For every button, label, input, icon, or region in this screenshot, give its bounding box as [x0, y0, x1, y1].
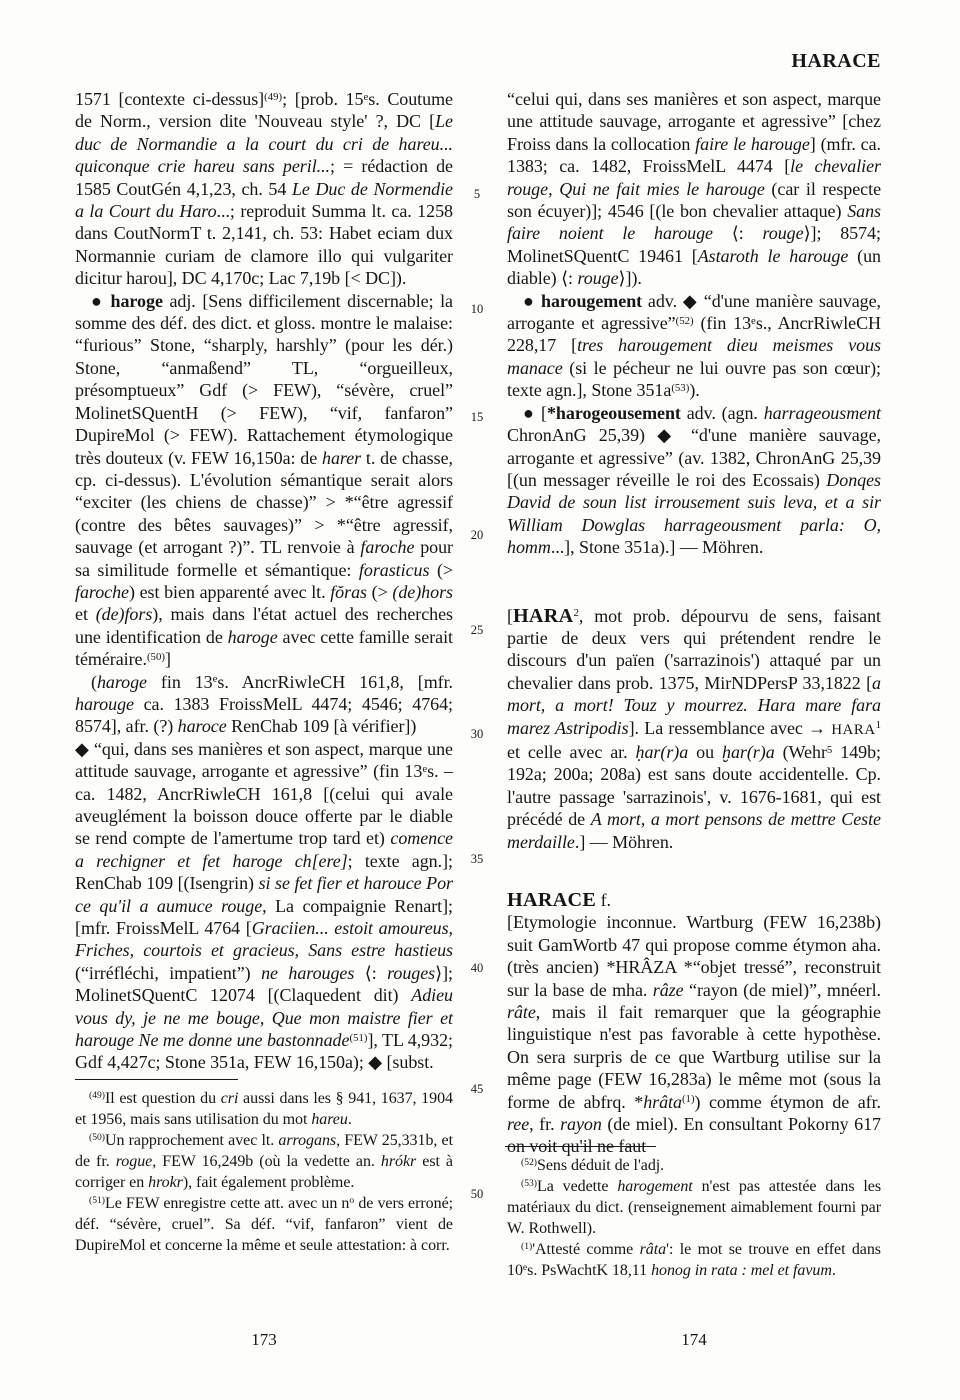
subentry-harogeousement: [507, 402, 881, 559]
text-segment: , fr.: [529, 1114, 561, 1135]
footnote-49: [75, 1088, 453, 1130]
text-segment: HARACE: [507, 889, 597, 911]
text-segment: (“irréfléchi, impatient”): [75, 962, 262, 983]
text-segment: haroce: [177, 716, 227, 737]
text-segment: hrâta: [643, 1091, 682, 1112]
text-segment: haroge: [110, 290, 163, 311]
entry-hara2: [507, 605, 881, 853]
superscript-reference: e: [422, 762, 428, 775]
superscript-reference: (1): [521, 1241, 533, 1253]
text-segment: ), fait également problème.: [182, 1174, 355, 1191]
superscript-reference: e: [363, 90, 369, 103]
gutter-line-number: 20: [470, 528, 484, 542]
text-segment: cri: [220, 1090, 239, 1107]
footnote-50: [75, 1130, 453, 1193]
superscript-reference: (52): [521, 1157, 537, 1169]
gutter-line-number: 30: [470, 727, 484, 741]
text-segment: ⟨:: [354, 962, 388, 983]
text-segment: ⟩]; 8574; MolinetSQuentC 19461 [: [507, 223, 881, 266]
text-segment: faroche: [75, 581, 129, 602]
text-segment: pour sa similitude formelle et sémantique:: [75, 537, 453, 580]
text-segment: ...; reproduit Summa lt. ca. 1258 dans CoutNormT t. 2,141, ch. 53: Habet eciam dux Normannie curiam de clamore illo qui vulgariter dicitur harou], DC 4,170c; Lac 7,19b [< DC]).: [75, 201, 453, 289]
text-segment: Le Duc de Normendie a la Court du Haro: [75, 178, 453, 222]
text-segment: faroche: [360, 537, 415, 558]
subentry-harouge-definition-continuation: [507, 88, 881, 290]
text-segment: râte: [507, 1002, 536, 1023]
text-segment: ca. 1383 FroissMelL 4474; 4546; 4764; 8574], afr. (?): [75, 693, 453, 737]
superscript-reference: (50): [146, 650, 165, 663]
entry-harace-etymology: [507, 911, 881, 1157]
text-segment: ...], Stone 351a).] — Möhren.: [550, 537, 764, 558]
text-segment: ●: [523, 290, 541, 311]
text-segment: rouges: [387, 962, 436, 983]
text-segment: ḫar(r)a: [722, 741, 775, 762]
text-segment: RenChab 109 [à vérifier]): [226, 716, 417, 737]
text-segment: harogement: [617, 1178, 693, 1195]
text-segment: comence a rechigner et fet haroge ch[ere]: [75, 828, 453, 871]
text-segment: harrageousment: [763, 402, 881, 423]
text-segment: rouge: [762, 223, 804, 244]
subentry-haroge-definition: [75, 738, 453, 1074]
text-segment: s. – ca. 1482, AncrRiwleCH 161,8 [(celui qui avale aveuglément la boisson douce offerte par le diable se rend compte de l'amertume trop tard et): [75, 761, 453, 849]
text-segment: ChronAnG 25,39) ◆ “d'une manière sauvage, arrogante et agressive” (av. 1382, ChronAnG 25,39 [(un messager réveille le roi des Ecossais): [507, 425, 881, 490]
text-segment: Le duc de Normandie a la court du cri de hareu... quiconque crie hareu sans peril...: [75, 111, 453, 177]
superscript-reference: e: [212, 673, 218, 686]
subentry-haroge-forms: [75, 671, 453, 738]
right-column: [507, 88, 881, 1158]
text-segment: Un rapprochement avec lt.: [104, 1132, 279, 1149]
text-segment: s. AncrRiwleCH 161,8, [mfr.: [217, 671, 453, 692]
text-segment: , La compaignie Renart]; [mfr. FroissMelL 4764 [: [75, 895, 454, 939]
text-segment: Sans faire noient le harouge: [507, 201, 881, 244]
subentry-harougement: [507, 290, 881, 402]
text-segment: s., AncrRiwleCH 228,17 [: [507, 313, 882, 356]
running-head: HARACE: [791, 50, 881, 72]
text-segment: (de)hors: [392, 581, 453, 602]
text-segment: Astaroth le harouge: [697, 245, 849, 266]
text-segment: Sens déduit de l'adj.: [536, 1157, 665, 1174]
superscript-reference: o: [349, 1195, 355, 1207]
superscript-reference: (53): [521, 1178, 537, 1190]
text-segment: hareu: [311, 1111, 348, 1128]
text-segment: tres harougement dieu meismes vous manace: [507, 335, 881, 378]
superscript-reference: (49): [264, 90, 283, 103]
text-segment: ⟩]).: [618, 268, 642, 289]
text-segment: ': le mot se trouve en effet dans 10: [507, 1241, 881, 1279]
gutter-line-number: 45: [470, 1082, 484, 1096]
text-segment: 149b; 192a; 200a; 208a) est sans doute accidentelle. Cp. l'autre passage 'sarrazinois', v. 1676-1681, qui est précédé de: [507, 741, 881, 830]
text-segment: (un diable) ⟨:: [507, 245, 881, 289]
text-segment: A mort, a mort pensons de mettre Ceste merdaille: [507, 809, 882, 852]
text-segment: .: [347, 1111, 352, 1128]
subentry-haroge-commentary: [75, 290, 453, 671]
text-segment: hrókr: [380, 1153, 417, 1170]
text-segment: ●: [91, 290, 111, 311]
text-segment: haroge: [96, 671, 147, 692]
text-segment: (de)fors: [95, 604, 153, 625]
page-number-left: 173: [251, 1330, 277, 1349]
text-segment: adv. (agn.: [680, 402, 764, 423]
text-segment: La vedette: [536, 1178, 618, 1195]
text-segment: (de miel). En consultant Pokorny 617 on voit qu'il ne faut: [507, 1114, 881, 1157]
text-segment: harouge: [75, 693, 134, 714]
superscript-reference: e: [751, 314, 756, 327]
superscript-reference: (51): [349, 1031, 368, 1044]
text-segment: Il est question du: [104, 1090, 221, 1107]
page-number-right: 174: [681, 1330, 707, 1349]
text-segment: ) comme étymon de afr.: [694, 1091, 881, 1112]
text-segment: 1571 [contexte ci-dessus]: [75, 89, 265, 109]
text-segment: haroge: [227, 626, 278, 647]
text-segment: ]: [164, 649, 171, 670]
superscript-reference: (53): [671, 381, 690, 394]
text-segment: le chevalier rouge, Qui ne fait mies le harouge: [507, 156, 881, 199]
text-segment: .] — Möhren.: [574, 831, 674, 852]
superscript-reference: (52): [675, 314, 694, 327]
text-segment: rouge: [577, 268, 619, 289]
text-segment: râze: [652, 979, 684, 1000]
superscript-reference: (49): [89, 1090, 105, 1102]
superscript-reference: 5: [826, 743, 833, 756]
text-segment: Graciien... estoit amoureus, Friches, courtois et gracieus, Sans estre hastieus: [75, 918, 453, 961]
text-segment: ] (mfr. ca. 1383; ca. 1482, FroissMelL 4474 [: [507, 133, 881, 177]
text-segment: [: [507, 605, 513, 626]
text-segment: adv. ◆ “d'une manière sauvage, arrogante et agressive”: [507, 290, 881, 334]
text-segment: arrogans: [278, 1132, 337, 1149]
text-segment: ḥar(r)a: [635, 741, 689, 762]
text-segment: harougement: [540, 290, 643, 311]
text-segment: [Etymologie inconnue. Wartburg (FEW 16,238b) suit GamWortb 47 qui propose comme étymon aha. (très ancien) *HRÂZA *“objet tressé”, reconstruit sur la base de mha.: [507, 912, 881, 1000]
footnotes-left: [75, 1088, 453, 1256]
text-segment: s. Coutume de Norm., version dite 'Nouveau style' ?, DC [: [75, 89, 453, 132]
text-segment: ], TL 4,932; Gdf 4,427c; Stone 351a, FEW 16,150a); ◆ [subst.: [75, 1030, 453, 1073]
footnote-51: [75, 1193, 453, 1256]
text-segment: ou: [688, 741, 722, 762]
superscript-reference: 2: [573, 607, 579, 620]
entry-hareu-continuation: [75, 88, 453, 290]
text-segment: faire le harouge: [695, 133, 810, 154]
text-segment: (fin 13: [693, 313, 752, 334]
text-segment: fŏras: [330, 581, 367, 602]
text-segment: “rayon (de miel)”, mnéerl.: [683, 979, 882, 1000]
text-segment: fin 13: [146, 671, 213, 692]
gutter-line-number: 15: [470, 410, 484, 424]
text-segment: (: [91, 671, 97, 692]
text-segment: HARA: [831, 721, 876, 738]
superscript-reference: 1: [875, 719, 881, 732]
text-segment: t. de chasse, cp. ci-dessus). L'évolution sémantique serait alors “exciter (les chiens de chasse)” > *“être agressif (contre des bêtes sauvages)” > *“être agressif, sauvage (et arrogant ?)”. TL renvoie à: [75, 447, 453, 558]
text-segment: (Wehr: [774, 741, 827, 762]
entry-harace-headword: [507, 889, 881, 911]
text-segment: 'Attesté comme: [532, 1241, 640, 1258]
text-segment: ⟩]; MolinetSQuentC 12074 [(Claquedent dit): [75, 962, 453, 1006]
text-segment: avec cette famille serait téméraire.: [75, 626, 453, 670]
text-segment: “celui qui, dans ses manières et son aspect, marque une attitude sauvage, arrogante et agressive” [chez Froiss dans la collocation: [507, 89, 881, 154]
superscript-reference: (51): [89, 1195, 105, 1207]
text-segment: râta: [639, 1241, 667, 1258]
left-column: [75, 88, 453, 1074]
text-segment: ]. La ressemblance avec →: [628, 717, 832, 738]
text-segment: rogue: [115, 1153, 153, 1170]
text-segment: harer: [322, 447, 362, 468]
footnote-53: [507, 1176, 881, 1239]
superscript-reference: (50): [89, 1132, 105, 1144]
gutter-line-number: 10: [470, 302, 484, 316]
text-segment: a mort, a mort! Touz y mourrez. Hara mare fara marez Astripodis: [507, 672, 881, 738]
text-segment: ; = rédaction de 1585 CoutGén 4,1,23, ch. 54: [75, 156, 453, 199]
text-segment: rayon: [560, 1114, 602, 1135]
text-segment: , FEW 25,331b, et de fr.: [75, 1132, 454, 1170]
text-segment: ; texte agn.]; RenChab 109 [(Isengrin): [75, 850, 453, 894]
text-segment: .: [831, 1262, 836, 1279]
text-segment: ), mais dans l'état actuel des recherches une identification de: [75, 604, 453, 647]
text-segment: ⟨:: [713, 223, 763, 244]
text-segment: et: [75, 604, 96, 625]
text-segment: s. PsWachtK 18,11: [527, 1262, 652, 1279]
gutter-line-number: 35: [470, 852, 484, 866]
text-segment: (si le pécheur ne lui ouvre pas son cœur); texte agn.], Stone 351a: [507, 357, 881, 401]
text-segment: *harogeousement: [546, 402, 681, 423]
text-segment: hrokr: [148, 1174, 183, 1191]
text-segment: ne harouges: [261, 962, 355, 983]
superscript-reference: e: [522, 1262, 528, 1274]
text-segment: et celle avec ar.: [507, 741, 636, 762]
footnotes-right: [507, 1155, 881, 1281]
text-segment: de vers erroné; déf. “sévère, cruel”. Sa déf. “vif, fanfaron” vient de DupireMol et concerne la même et seule attestation: à corr.: [75, 1195, 454, 1254]
text-segment: est à corriger en: [75, 1153, 453, 1191]
footnote-1: [507, 1239, 881, 1281]
text-segment: Adieu vous dy, je ne me bouge, Que mon maistre fier et harouge Ne me donne une bastonnade: [75, 985, 453, 1051]
text-segment: ● [: [523, 402, 547, 423]
text-segment: , mais il fait remarquer que la géographie linguistique n'est pas favorable à cette hypothèse. On sera surpris de ce que Wartburg utilise sur la même page (FEW 16,283a) le même mot (sous la forme de abfrq. *: [507, 1002, 881, 1112]
text-segment: , FEW 16,249b (où la vedette an.: [152, 1153, 381, 1170]
footnote-52: [507, 1155, 881, 1176]
text-segment: Le FEW enregistre cette att. avec un n: [104, 1195, 350, 1212]
text-segment: ) est bien apparenté avec lt.: [128, 581, 331, 602]
text-segment: ; [prob. 15: [282, 89, 364, 109]
text-segment: , mot prob. dépourvu de sens, faisant partie de deux vers qui prétendent rendre le discours d'un païen ('sarrazinois') attaqué par un chevalier dans prob. 1375, MirNDPersP 33,1822 [: [507, 605, 881, 693]
text-segment: f.: [596, 890, 612, 910]
text-segment: (>: [429, 559, 454, 580]
gutter-line-number: 50: [470, 1187, 484, 1201]
text-segment: si se fet fier et harouce Por ce qu'il a aumuce rouge: [75, 873, 453, 916]
text-segment: forasticus: [358, 559, 430, 580]
gutter-line-number: 25: [470, 623, 484, 637]
superscript-reference: (1): [681, 1093, 695, 1106]
gutter-line-number: 40: [470, 961, 484, 975]
text-segment: ).: [689, 380, 700, 401]
footnote-rule-left: [75, 1079, 238, 1080]
text-segment: HARA: [512, 604, 574, 627]
text-segment: honog in rata : mel et favum: [651, 1262, 832, 1279]
gutter-line-number: 5: [473, 187, 481, 201]
text-segment: (car il respecte son écuyer)]; 4546 [(le bon chevalier attaque): [507, 178, 882, 222]
text-segment: Donqes David de soun list irrousement suis leva, et a sir William Dowglas harrageousment parla: O, homm: [507, 469, 881, 558]
footnote-rule-right: [505, 1146, 656, 1147]
text-segment: adj. [Sens difficilement discernable; la somme des déf. des dict. et gloss. montre le malaise: “furious” Stone, “sharply, harshly” (pour les dér.) Stone, “anmaßend” TL, “orgueilleux, présomptueux” Gdf (> FEW), “sévère, cruel” MolinetSQuentH (> FEW), “vif, fanfaron” DupireMol (> FEW). Rattachement étymologique très douteux (v. FEW 16,150a: de: [75, 290, 453, 468]
text-segment: n'est pas attestée dans les matériaux du dict. (renseignement aimablement fourni par W. Rothwell).: [507, 1178, 881, 1237]
text-segment: (>: [367, 581, 393, 602]
text-segment: ree: [507, 1114, 530, 1135]
text-segment: aussi dans les § 941, 1637, 1904 et 1956, mais sans utilisation du mot: [75, 1090, 453, 1128]
text-segment: ◆ “qui, dans ses manières et son aspect, marque une attitude sauvage, arrogante et agressive” (fin 13: [75, 738, 453, 782]
